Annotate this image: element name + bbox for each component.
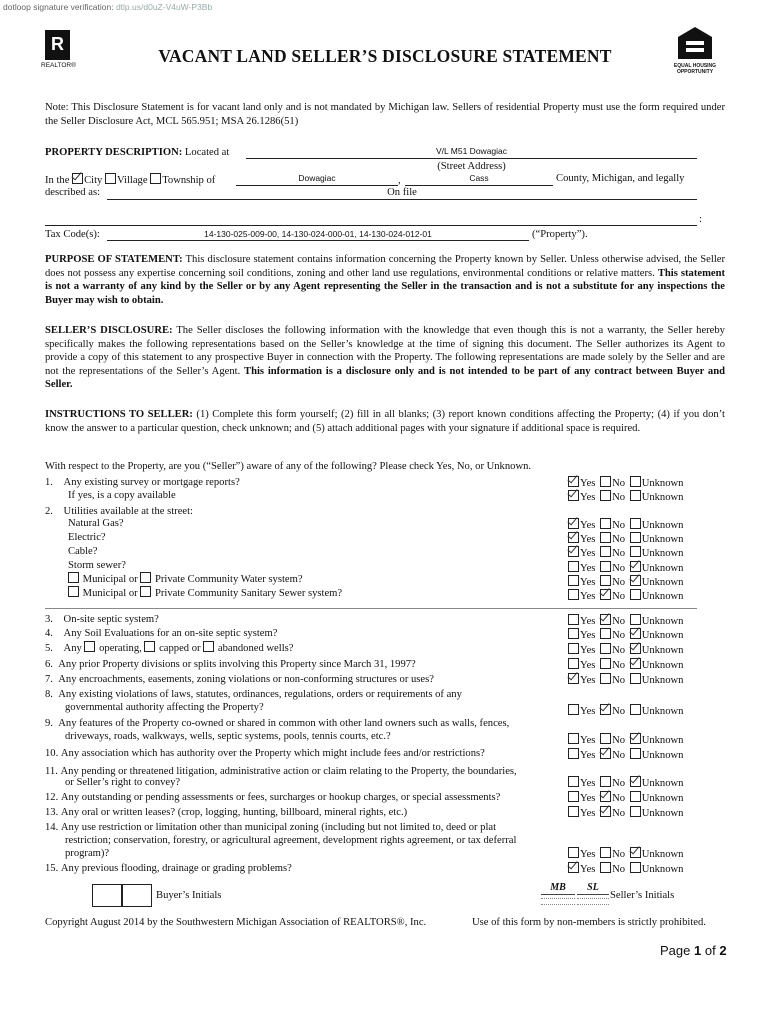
answer-q13 — [566, 806, 683, 821]
answer-q7 — [566, 673, 683, 688]
operating-checkbox[interactable] — [84, 641, 95, 652]
q2-num: 2. — [45, 506, 53, 517]
q2 — [45, 505, 193, 519]
q15-unknown-checkbox[interactable] — [630, 862, 641, 873]
unknown-label: Unknown — [641, 808, 684, 819]
q1-unknown-checkbox[interactable] — [630, 476, 641, 487]
property-description-label: PROPERTY DESCRIPTION: — [45, 147, 183, 158]
gas-unknown-checkbox[interactable] — [630, 518, 641, 529]
no-label: No — [612, 849, 626, 860]
yes-label: Yes — [580, 548, 596, 559]
unknown-label: Unknown — [641, 706, 684, 717]
unknown-label: Unknown — [641, 735, 684, 746]
comma-separator: , — [398, 175, 401, 186]
non-member-notice: Use of this form by non-members is strictly prohibited. — [472, 917, 706, 928]
electric-unknown-checkbox[interactable] — [630, 532, 641, 543]
q4-num: 4. — [45, 628, 53, 639]
answer-q6 — [566, 658, 683, 673]
answer-q9 — [566, 733, 683, 748]
unknown-label: Unknown — [641, 591, 684, 602]
sellers-disclosure-text: The Seller discloses the following information with the knowledge that even though this is not a warranty, the Seller hereby specifically makes the following representations based on the Seller’s knowledge at the time of signing this document. The Seller authorizes its Agent to provide a copy of this statement to any prospective Buyer in connection with the Property. The following representations are made solely by the Seller and are not the representations of the Seller’s Agent. — [45, 325, 725, 377]
buyer-initial-box-1[interactable] — [92, 884, 122, 907]
dotloop-verification — [3, 2, 212, 12]
q8-no-checkbox[interactable] — [600, 704, 611, 715]
q1-sub: If yes, is a copy available — [68, 490, 176, 501]
q8-yes-checkbox[interactable] — [568, 704, 579, 715]
q1-no-checkbox[interactable] — [600, 476, 611, 487]
q14-num: 14. — [45, 822, 59, 833]
q10 — [45, 747, 485, 761]
page-prefix: Page — [660, 943, 691, 958]
sellers-initials-label: Seller’s Initials — [610, 890, 675, 901]
q9-no-checkbox[interactable] — [600, 733, 611, 744]
legal-description-line — [107, 199, 697, 200]
located-at-label: Located at — [184, 147, 230, 158]
unknown-label: Unknown — [641, 492, 684, 503]
unknown-label: Unknown — [641, 478, 684, 489]
q9-num: 9. — [45, 718, 53, 729]
unknown-label: Unknown — [641, 675, 684, 686]
q3-yes-checkbox[interactable] — [568, 614, 579, 625]
q12-no-checkbox[interactable] — [600, 791, 611, 802]
yes-label: Yes — [580, 735, 596, 746]
water-private-label: Private Community Water system? — [155, 574, 303, 585]
sewer-or-label: or — [128, 588, 138, 599]
q14 — [45, 821, 496, 835]
water-unknown-checkbox[interactable] — [630, 575, 641, 586]
cable-no-checkbox[interactable] — [600, 546, 611, 557]
q11-no-checkbox[interactable] — [600, 776, 611, 787]
eho-line2: OPPORTUNITY — [676, 69, 714, 75]
yes-label: Yes — [580, 793, 596, 804]
unknown-label: Unknown — [641, 660, 684, 671]
legal-description-line-2 — [45, 225, 697, 226]
q6-text: Any prior Property divisions or splits involving this Property since March 31, 1997? — [58, 659, 416, 670]
purpose-paragraph — [45, 253, 725, 307]
q14-no-checkbox[interactable] — [600, 847, 611, 858]
no-label: No — [612, 793, 626, 804]
q2-cable: Cable? — [68, 546, 98, 557]
no-label: No — [612, 675, 626, 686]
sewer-yes-checkbox[interactable] — [568, 589, 579, 600]
abandoned-label: abandoned wells? — [217, 643, 294, 654]
no-label: No — [612, 735, 626, 746]
answer-q12 — [566, 791, 683, 806]
storm-yes-checkbox[interactable] — [568, 561, 579, 572]
q5-no-checkbox[interactable] — [600, 643, 611, 654]
q7-yes-checkbox[interactable] — [568, 673, 579, 684]
no-label: No — [612, 864, 626, 875]
page-of: of — [704, 943, 716, 958]
q6-num: 6. — [45, 659, 53, 670]
answer-q4 — [566, 628, 683, 643]
water-municipal-checkbox[interactable] — [68, 572, 79, 583]
sellers-disclosure-paragraph — [45, 324, 725, 392]
q11-text: Any pending or threatened litigation, administrative action or claim relating to the Property, the boundaries, — [60, 766, 517, 777]
answer-q14 — [566, 847, 683, 862]
q10-no-checkbox[interactable] — [600, 748, 611, 759]
water-private-checkbox[interactable] — [140, 572, 151, 583]
unknown-label: Unknown — [641, 864, 684, 875]
q15-no-checkbox[interactable] — [600, 862, 611, 873]
q1sub-unknown-checkbox[interactable] — [630, 490, 641, 501]
county-text: County, Michigan, and legally — [556, 173, 685, 184]
q2-text: Utilities available at the street: — [63, 506, 193, 517]
legal-description-value[interactable]: On file — [387, 187, 417, 198]
no-label: No — [612, 492, 626, 503]
verification-label: dotloop signature verification: — [3, 2, 114, 12]
no-label: No — [612, 591, 626, 602]
township-of-label: Township of — [162, 175, 216, 186]
questions-intro: With respect to the Property, are you (“Seller”) aware of any of the following? Please check Yes, No, or Unknown. — [45, 461, 532, 472]
q15-text: Any previous flooding, drainage or grading problems? — [60, 863, 292, 874]
realtor-logo-text: REALTOR® — [41, 62, 76, 69]
colon-mark: : — [699, 214, 702, 225]
q10-yes-checkbox[interactable] — [568, 748, 579, 759]
q1sub-yes-checkbox[interactable] — [568, 490, 579, 501]
q3-num: 3. — [45, 614, 53, 625]
verification-link[interactable]: dtlp.us/d0uZ-V4uW-P3Bb — [115, 2, 213, 12]
yes-label: Yes — [580, 534, 596, 545]
q7 — [45, 673, 434, 687]
no-label: No — [612, 478, 626, 489]
q6-no-checkbox[interactable] — [600, 658, 611, 669]
q14-unknown-checkbox[interactable] — [630, 847, 641, 858]
q10-text: Any association which has authority over the Property which might include fees and/or restrictions? — [60, 748, 485, 759]
q2-gas: Natural Gas? — [68, 518, 124, 529]
answer-storm — [566, 561, 683, 576]
no-label: No — [612, 778, 626, 789]
unknown-label: Unknown — [641, 630, 684, 641]
seller-initial-1[interactable] — [541, 882, 575, 912]
city-checkbox[interactable] — [72, 173, 83, 184]
answer-q1-sub — [566, 490, 683, 505]
page-total: 2 — [719, 943, 727, 958]
answer-cable — [566, 546, 683, 561]
sellers-disclosure-bold-text: This information is a disclosure only and is not intended to be part of any contract between Buyer and Seller. — [45, 365, 725, 391]
purpose-bold-text: This statement is not a warranty of any kind by the Seller or by any Agent representing the Seller in the transaction and is not a substitute for any inspections the Buyer may wish to obtain. — [45, 267, 726, 306]
q12-yes-checkbox[interactable] — [568, 791, 579, 802]
property-description-row — [45, 147, 229, 158]
q6 — [45, 658, 416, 672]
q1-num: 1. — [45, 477, 53, 488]
village-checkbox[interactable] — [105, 173, 116, 184]
q1-text: Any existing survey or mortgage reports? — [63, 477, 240, 488]
q12-unknown-checkbox[interactable] — [630, 791, 641, 802]
no-label: No — [612, 808, 626, 819]
eho-line1: EQUAL HOUSING — [673, 63, 717, 69]
sewer-unknown-checkbox[interactable] — [630, 589, 641, 600]
q11-text2: or Seller’s right to convey? — [65, 777, 181, 788]
yes-label: Yes — [580, 563, 596, 574]
capped-label: capped or — [159, 643, 201, 654]
water-or-label: or — [128, 574, 138, 585]
purpose-heading: PURPOSE OF STATEMENT: — [45, 254, 183, 265]
q2-sewer-row — [68, 586, 342, 599]
unknown-label: Unknown — [641, 778, 684, 789]
unknown-label: Unknown — [641, 548, 684, 559]
q7-unknown-checkbox[interactable] — [630, 673, 641, 684]
buyers-initials-label: Buyer’s Initials — [156, 890, 222, 901]
q5-text-a: Any — [63, 643, 82, 654]
q8-text2: governmental authority affecting the Property? — [65, 702, 264, 713]
q14-text: Any use restriction or limitation other than municipal zoning (including but not limited to, deed or plat — [60, 822, 497, 833]
tax-codes-value[interactable]: 14-130-025-009-00, 14-130-024-000-01, 14-130-024-012-01 — [204, 229, 432, 239]
no-label: No — [612, 616, 626, 627]
q9-text2: driveways, roads, walkways, wells, septic systems, pools, tennis courts, etc.? — [65, 731, 391, 742]
q8-num: 8. — [45, 689, 53, 700]
answer-q10 — [566, 748, 683, 763]
answer-q8 — [566, 704, 683, 719]
yes-label: Yes — [580, 660, 596, 671]
yes-label: Yes — [580, 645, 596, 656]
seller-initial-2[interactable] — [577, 882, 609, 912]
page-indicator — [660, 943, 727, 958]
unknown-label: Unknown — [641, 750, 684, 761]
copyright: Copyright August 2014 by the Southwestern Michigan Association of REALTORS®, Inc. — [45, 917, 427, 928]
yes-label: Yes — [580, 864, 596, 875]
yes-label: Yes — [580, 492, 596, 503]
sewer-no-checkbox[interactable] — [600, 589, 611, 600]
no-label: No — [612, 660, 626, 671]
q3 — [45, 613, 159, 627]
no-label: No — [612, 750, 626, 761]
q9 — [45, 717, 509, 731]
answer-q5 — [566, 643, 683, 658]
q1 — [45, 476, 240, 490]
no-label: No — [612, 534, 626, 545]
yes-label: Yes — [580, 750, 596, 761]
q5 — [45, 641, 293, 656]
q13-num: 13. — [45, 807, 59, 818]
q7-num: 7. — [45, 674, 53, 685]
instructions-heading: INSTRUCTIONS TO SELLER: — [45, 409, 193, 420]
q10-num: 10. — [45, 748, 59, 759]
address-line — [246, 158, 697, 159]
described-as-label: described as: — [45, 187, 101, 198]
q5-yes-checkbox[interactable] — [568, 643, 579, 654]
address-value[interactable]: V/L M51 Dowagiac — [435, 146, 508, 156]
q13 — [45, 806, 407, 820]
answer-q15 — [566, 862, 683, 877]
sewer-municipal-label: Municipal — [82, 588, 127, 599]
sellers-disclosure-heading: SELLER’S DISCLOSURE: — [45, 325, 173, 336]
answer-q1 — [566, 476, 683, 491]
q9-unknown-checkbox[interactable] — [630, 733, 641, 744]
q3-text: On-site septic system? — [63, 614, 159, 625]
q9-text: Any features of the Property co-owned or shared in common with other land owners such as walls, fences, — [58, 718, 510, 729]
yes-label: Yes — [580, 706, 596, 717]
page-number: 1 — [694, 943, 702, 958]
tax-codes-label: Tax Code(s): — [45, 229, 100, 240]
yes-label: Yes — [580, 577, 596, 588]
county-value[interactable]: Cass — [469, 173, 489, 183]
abandoned-checkbox[interactable] — [203, 641, 214, 652]
q15-yes-checkbox[interactable] — [568, 862, 579, 873]
storm-no-checkbox[interactable] — [600, 561, 611, 572]
seller-initial-1-text: MB — [541, 882, 575, 895]
no-label: No — [612, 563, 626, 574]
sewer-private-checkbox[interactable] — [140, 586, 151, 597]
yes-label: Yes — [580, 778, 596, 789]
page-title: VACANT LAND SELLER’S DISCLOSURE STATEMENT — [158, 46, 612, 66]
no-label: No — [612, 548, 626, 559]
q1sub-no-checkbox[interactable] — [600, 490, 611, 501]
q14-yes-checkbox[interactable] — [568, 847, 579, 858]
q4-no-checkbox[interactable] — [600, 628, 611, 639]
no-label: No — [612, 577, 626, 588]
unknown-label: Unknown — [641, 520, 684, 531]
unknown-label: Unknown — [641, 616, 684, 627]
instructions-text: (1) Complete this form yourself; (2) fill in all blanks; (3) report known conditions affecting the Property; (4) if you don’t know the answer to a particular question, check unknown; and (5) attach additional pages with your signature if additional space is required. — [45, 409, 725, 434]
water-no-checkbox[interactable] — [600, 575, 611, 586]
water-yes-checkbox[interactable] — [568, 575, 579, 586]
q15 — [45, 862, 292, 876]
answer-sewer — [566, 589, 683, 604]
no-label: No — [612, 630, 626, 641]
unknown-label: Unknown — [641, 849, 684, 860]
yes-label: Yes — [580, 675, 596, 686]
yes-label: Yes — [580, 591, 596, 602]
q13-yes-checkbox[interactable] — [568, 806, 579, 817]
tax-codes-line — [107, 240, 529, 241]
no-label: No — [612, 520, 626, 531]
municipality-row — [45, 173, 215, 186]
q3-no-checkbox[interactable] — [600, 614, 611, 625]
cable-unknown-checkbox[interactable] — [630, 546, 641, 557]
yes-label: Yes — [580, 478, 596, 489]
operating-label: operating, — [99, 643, 142, 654]
unknown-label: Unknown — [641, 793, 684, 804]
municipality-value[interactable]: Dowagiac — [298, 173, 336, 183]
q4-unknown-checkbox[interactable] — [630, 628, 641, 639]
answer-electric — [566, 532, 683, 547]
q8-text: Any existing violations of laws, statutes, ordinances, regulations, orders or requirements of any — [58, 689, 462, 700]
yes-label: Yes — [580, 616, 596, 627]
q7-text: Any encroachments, easements, zoning violations or non-conforming structures or uses? — [58, 674, 434, 685]
q13-unknown-checkbox[interactable] — [630, 806, 641, 817]
yes-label: Yes — [580, 849, 596, 860]
gas-no-checkbox[interactable] — [600, 518, 611, 529]
section-divider — [45, 608, 697, 609]
q12-num: 12. — [45, 792, 59, 803]
cable-yes-checkbox[interactable] — [568, 546, 579, 557]
q4-yes-checkbox[interactable] — [568, 628, 579, 639]
purpose-text: This disclosure statement contains information concerning the Property known by Seller. Unless otherwise advised, the Seller does not possess any expertise concerning soil conditions, zoning and other land use regulations, environmental conditions or relative matters. — [45, 254, 725, 279]
answer-water — [566, 575, 683, 590]
q9-yes-checkbox[interactable] — [568, 733, 579, 744]
capped-checkbox[interactable] — [144, 641, 155, 652]
unknown-label: Unknown — [641, 645, 684, 656]
buyer-initial-box-2[interactable] — [122, 884, 152, 907]
sewer-municipal-checkbox[interactable] — [68, 586, 79, 597]
q15-num: 15. — [45, 863, 59, 874]
municipality-line — [236, 185, 398, 186]
yes-label: Yes — [580, 630, 596, 641]
q4 — [45, 627, 277, 641]
answer-gas — [566, 518, 683, 533]
seller-initial-2-text: SL — [577, 882, 609, 895]
village-label: Village — [116, 175, 148, 186]
q14-text3: program)? — [65, 848, 110, 859]
q6-yes-checkbox[interactable] — [568, 658, 579, 669]
q12-text: Any outstanding or pending assessments or fees, surcharges or hookup charges, or special assessments? — [60, 792, 501, 803]
unknown-label: Unknown — [641, 563, 684, 574]
q2-storm: Storm sewer? — [68, 560, 126, 571]
street-address-caption: (Street Address) — [437, 161, 506, 172]
q10-unknown-checkbox[interactable] — [630, 748, 641, 759]
instructions-paragraph — [45, 408, 725, 435]
in-the-label: In the — [45, 175, 70, 186]
q7-no-checkbox[interactable] — [600, 673, 611, 684]
q8-unknown-checkbox[interactable] — [630, 704, 641, 715]
answer-q11 — [566, 776, 683, 791]
no-label: No — [612, 706, 626, 717]
q14-text2: restriction; conservation, forestry, or agricultural agreement, development rights agreement, or tax deferral — [65, 835, 517, 846]
q2-water-row — [68, 572, 303, 585]
electric-no-checkbox[interactable] — [600, 532, 611, 543]
q4-text: Any Soil Evaluations for an on-site septic system? — [63, 628, 278, 639]
no-label: No — [612, 645, 626, 656]
q11-unknown-checkbox[interactable] — [630, 776, 641, 787]
sewer-private-label: Private Community Sanitary Sewer system? — [155, 588, 343, 599]
q12 — [45, 791, 500, 805]
q2-electric: Electric? — [68, 532, 106, 543]
county-line — [405, 185, 553, 186]
unknown-label: Unknown — [641, 534, 684, 545]
township-checkbox[interactable] — [150, 173, 161, 184]
q5-unknown-checkbox[interactable] — [630, 643, 641, 654]
answer-q3 — [566, 614, 683, 629]
q5-num: 5. — [45, 643, 53, 654]
q13-text: Any oral or written leases? (crop, logging, hunting, billboard, mineral rights, etc.) — [60, 807, 408, 818]
city-label: City — [84, 175, 103, 186]
q8 — [45, 688, 462, 702]
realtor-logo-letter: R — [51, 34, 64, 54]
unknown-label: Unknown — [641, 577, 684, 588]
q11-num: 11. — [45, 766, 58, 777]
q13-no-checkbox[interactable] — [600, 806, 611, 817]
property-quote-label: (“Property”). — [532, 229, 588, 240]
yes-label: Yes — [580, 520, 596, 531]
yes-label: Yes — [580, 808, 596, 819]
q6-unknown-checkbox[interactable] — [630, 658, 641, 669]
note-paragraph: Note: This Disclosure Statement is for vacant land only and is not mandated by Michigan law. Sellers of residential Property must use the form required under the Seller Disclosure Act, MCL 565.951; MSA 26.1286(51) — [45, 102, 725, 127]
q11-yes-checkbox[interactable] — [568, 776, 579, 787]
water-municipal-label: Municipal — [82, 574, 127, 585]
